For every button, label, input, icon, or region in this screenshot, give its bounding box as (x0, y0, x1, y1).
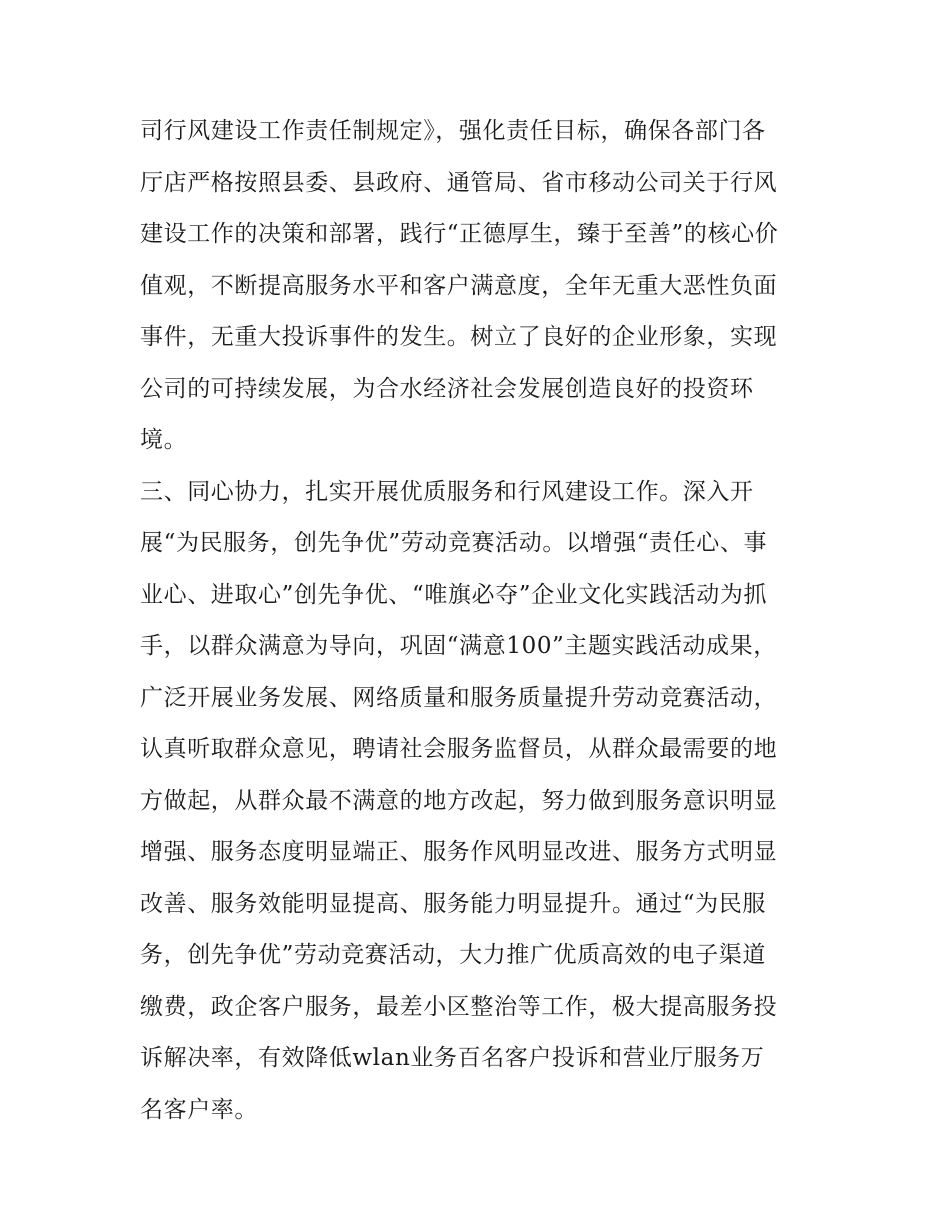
text-line: 诉解决率，有效降低wlan业务百名客户投诉和营业厅服务万 (140, 1045, 765, 1071)
text-line: 名客户率。 (140, 1096, 258, 1123)
text-line: 值观，不断提高服务水平和客户满意度，全年无重大恶性负面 (140, 272, 778, 299)
section-heading-line: 三、同心协力，扎实开展优质服务和行风建设工作。深入开 (140, 478, 754, 505)
text-line: 手，以群众满意为导向，巩固“满意100”主题实践活动成果， (140, 633, 777, 659)
text-line: 改善、服务效能明显提高、服务能力明显提升。通过“为民服 (140, 890, 766, 917)
text-line: 增强、服务态度明显端正、服务作风明显改进、服务方式明显 (140, 839, 778, 865)
document-body (140, 106, 820, 1136)
text-line: 建设工作的决策和部署，践行“正德厚生，臻于至善”的核心价 (140, 221, 779, 247)
text-line: 业心、进取心”创先争优、“唯旗必夺”企业文化实践活动为抓 (140, 581, 768, 608)
text-line: 认真听取群众意见，聘请社会服务监督员，从群众最需要的地 (140, 736, 778, 762)
text-line: 缴费，政企客户服务，最差小区整治等工作，极大提高服务投 (140, 993, 778, 1020)
text-line: 务，创先争优”劳动竞赛活动，大力推广优质高效的电子渠道 (140, 942, 766, 968)
text-line: 司行风建设工作责任制规定》，强化责任目标，确保各部门各 (140, 118, 766, 144)
text-line: 展“为民服务，创先争优”劳动竞赛活动。以增强“责任心、事 (140, 530, 768, 556)
text-line: 厅店严格按照县委、县政府、通管局、省市移动公司关于行风 (140, 169, 778, 196)
text-line: 方做起，从群众最不满意的地方改起，努力做到服务意识明显 (140, 787, 778, 814)
text-line: 广泛开展业务发展、网络质量和服务质量提升劳动竞赛活动， (140, 684, 778, 711)
text-line: 境。 (140, 427, 188, 453)
text-line: 事件，无重大投诉事件的发生。树立了良好的企业形象，实现 (140, 324, 778, 350)
text-line: 公司的可持续发展，为合水经济社会发展创造良好的投资环 (140, 375, 754, 402)
